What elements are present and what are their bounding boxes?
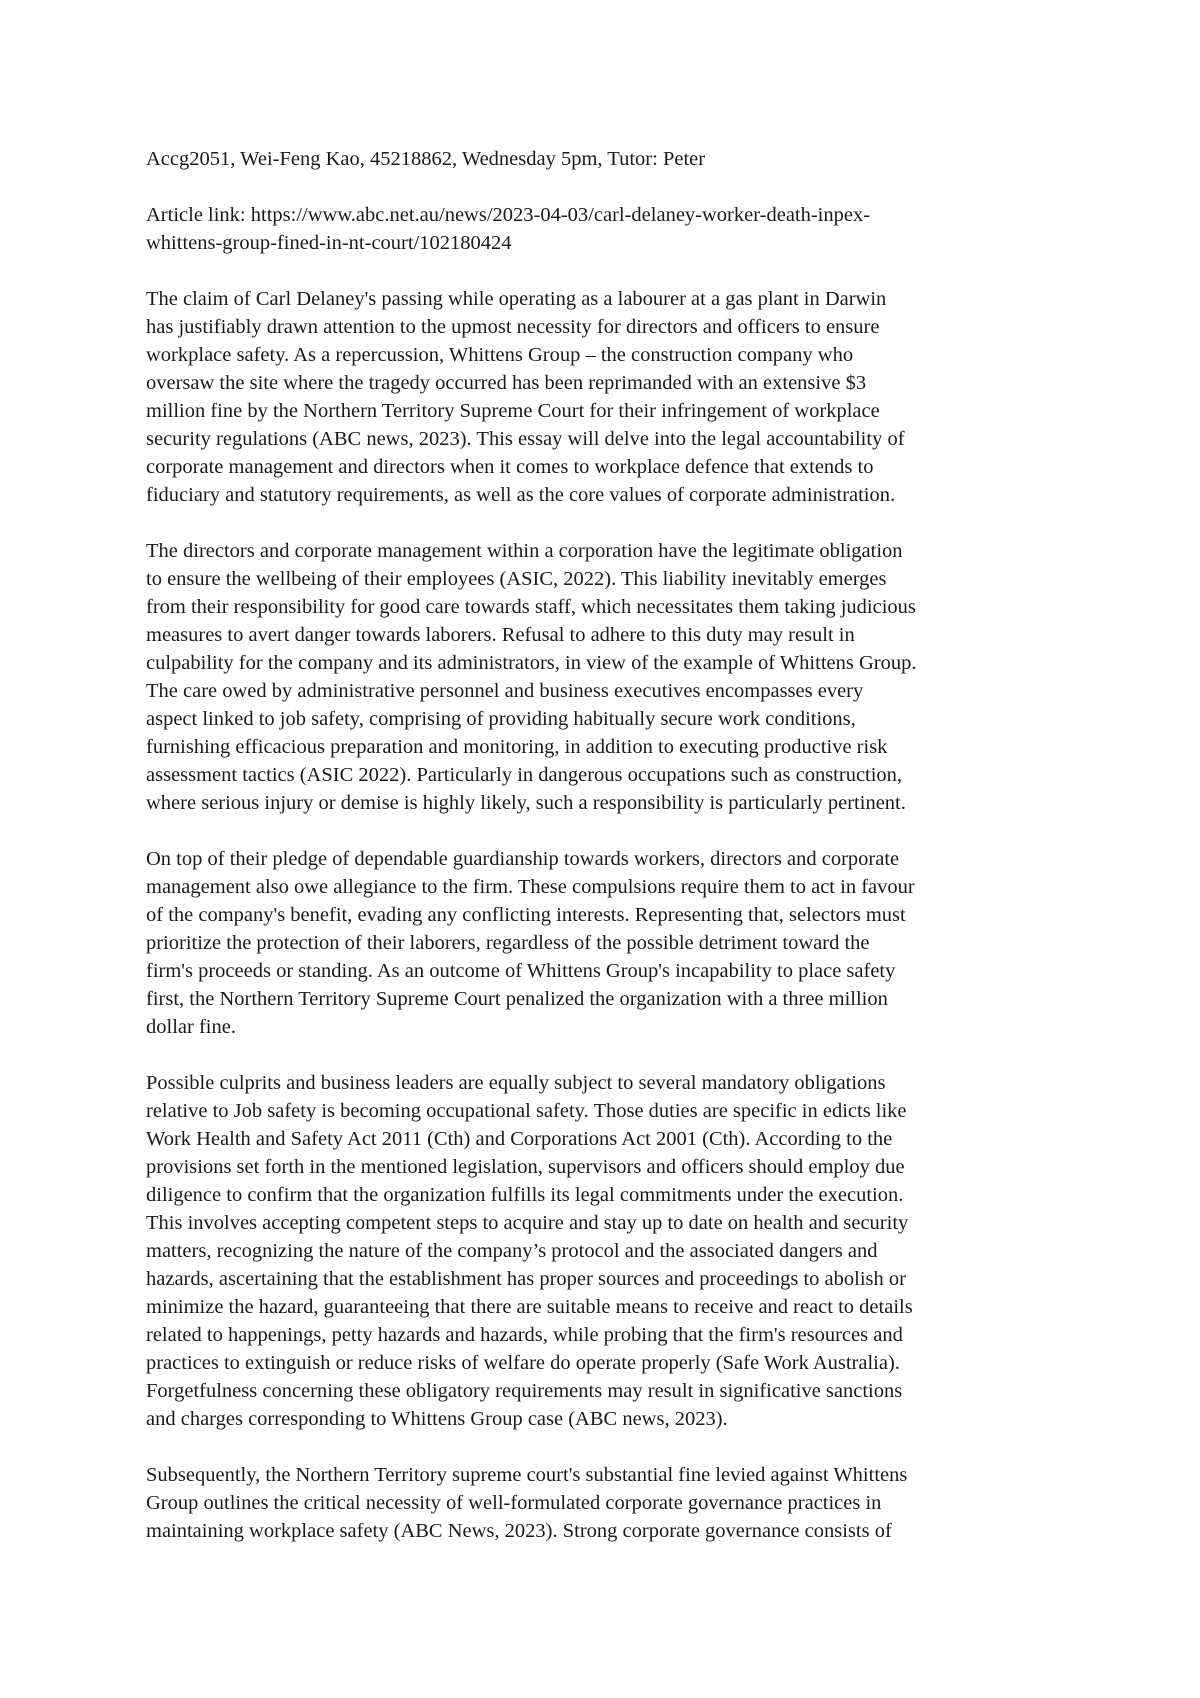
paragraph-corporate-governance — [146, 1461, 1080, 1545]
paragraph-line: of the company's benefit, evading any conflicting interests. Representing that, selectors must — [146, 904, 906, 926]
paragraph-line: to ensure the wellbeing of their employees (ASIC, 2022). This liability inevitably emerges — [146, 568, 887, 590]
paragraph-line: provisions set forth in the mentioned legislation, supervisors and officers should employ due — [146, 1156, 905, 1178]
paragraph-line: diligence to confirm that the organization fulfills its legal commitments under the execution. — [146, 1184, 904, 1206]
paragraph-line: relative to Job safety is becoming occupational safety. Those duties are specific in edicts like — [146, 1100, 907, 1122]
paragraph-line: measures to avert danger towards laborers. Refusal to adhere to this duty may result in — [146, 624, 855, 646]
paragraph-statutory-duty — [146, 1069, 1080, 1433]
paragraph-line: corporate management and directors when it comes to workplace defence that extends to — [146, 456, 874, 478]
paragraph-line: aspect linked to job safety, comprising of providing habitually secure work conditions, — [146, 708, 856, 730]
paragraph-line: Possible culprits and business leaders are equally subject to several mandatory obligations — [146, 1072, 886, 1094]
paragraph-line: first, the Northern Territory Supreme Court penalized the organization with a three million — [146, 988, 888, 1010]
paragraph-line: and charges corresponding to Whittens Group case (ABC news, 2023). — [146, 1408, 728, 1430]
paragraph-line: practices to extinguish or reduce risks of welfare do operate properly (Safe Work Australia). — [146, 1352, 900, 1374]
paragraph-line: On top of their pledge of dependable guardianship towards workers, directors and corporate — [146, 848, 900, 870]
paragraph-line: The claim of Carl Delaney's passing while operating as a labourer at a gas plant in Darwin — [146, 288, 887, 310]
paragraph-line: workplace safety. As a repercussion, Whittens Group – the construction company who — [146, 344, 854, 366]
paragraph-line: fiduciary and statutory requirements, as well as the core values of corporate administration. — [146, 484, 896, 506]
paragraph-line: oversaw the site where the tragedy occurred has been reprimanded with an extensive $3 — [146, 372, 867, 394]
paragraph-line: security regulations (ABC news, 2023). This essay will delve into the legal accountability of — [146, 428, 905, 450]
paragraph-line: million fine by the Northern Territory Supreme Court for their infringement of workplace — [146, 400, 880, 422]
paragraph-line: from their responsibility for good care towards staff, which necessitates them taking judicious — [146, 596, 916, 618]
article-link — [146, 201, 1080, 257]
paragraph-line: Forgetfulness concerning these obligatory requirements may result in significative sanctions — [146, 1380, 903, 1402]
paragraph-line: This involves accepting competent steps to acquire and stay up to date on health and security — [146, 1212, 909, 1234]
paragraph-line: prioritize the protection of their laborers, regardless of the possible detriment toward the — [146, 932, 870, 954]
paragraph-line: where serious injury or demise is highly likely, such a responsibility is particularly pertinent. — [146, 792, 906, 814]
document-header: Accg2051, Wei-Feng Kao, 45218862, Wednesday 5pm, Tutor: Peter — [146, 148, 706, 170]
paragraph-line: maintaining workplace safety (ABC News, 2023). Strong corporate governance consists of — [146, 1520, 892, 1542]
paragraph-duty-of-care — [146, 537, 1080, 817]
paragraph-line: Group outlines the critical necessity of well-formulated corporate governance practices in — [146, 1492, 882, 1514]
paragraph-line: hazards, ascertaining that the establishment has proper sources and proceedings to abolish or — [146, 1268, 906, 1290]
paragraph-introduction — [146, 285, 1080, 509]
paragraph-line: Subsequently, the Northern Territory supreme court's substantial fine levied against Whittens — [146, 1464, 908, 1486]
paragraph-line: culpability for the company and its administrators, in view of the example of Whittens Group. — [146, 652, 917, 674]
article-link-line: whittens-group-fined-in-nt-court/102180424 — [146, 232, 512, 254]
paragraph-line: matters, recognizing the nature of the company’s protocol and the associated dangers and — [146, 1240, 878, 1262]
article-link-line: Article link: https://www.abc.net.au/news/2023-04-03/carl-delaney-worker-death-inpex- — [146, 204, 871, 226]
paragraph-line: The care owed by administrative personnel and business executives encompasses every — [146, 680, 864, 702]
paragraph-line: The directors and corporate management within a corporation have the legitimate obligation — [146, 540, 903, 562]
paragraph-fiduciary-duty — [146, 845, 1080, 1041]
paragraph-line: has justifiably drawn attention to the upmost necessity for directors and officers to ensure — [146, 316, 880, 338]
paragraph-line: dollar fine. — [146, 1016, 236, 1038]
paragraph-line: firm's proceeds or standing. As an outcome of Whittens Group's incapability to place safety — [146, 960, 896, 982]
paragraph-line: management also owe allegiance to the firm. These compulsions require them to act in favour — [146, 876, 915, 898]
paragraph-line: furnishing efficacious preparation and monitoring, in addition to executing productive risk — [146, 736, 888, 758]
paragraph-line: related to happenings, petty hazards and hazards, while probing that the firm's resources and — [146, 1324, 903, 1346]
paragraph-line: minimize the hazard, guaranteeing that there are suitable means to receive and react to details — [146, 1296, 913, 1318]
paragraph-line: assessment tactics (ASIC 2022). Particularly in dangerous occupations such as construction, — [146, 764, 903, 786]
paragraph-line: Work Health and Safety Act 2011 (Cth) and Corporations Act 2001 (Cth). According to the — [146, 1128, 893, 1150]
